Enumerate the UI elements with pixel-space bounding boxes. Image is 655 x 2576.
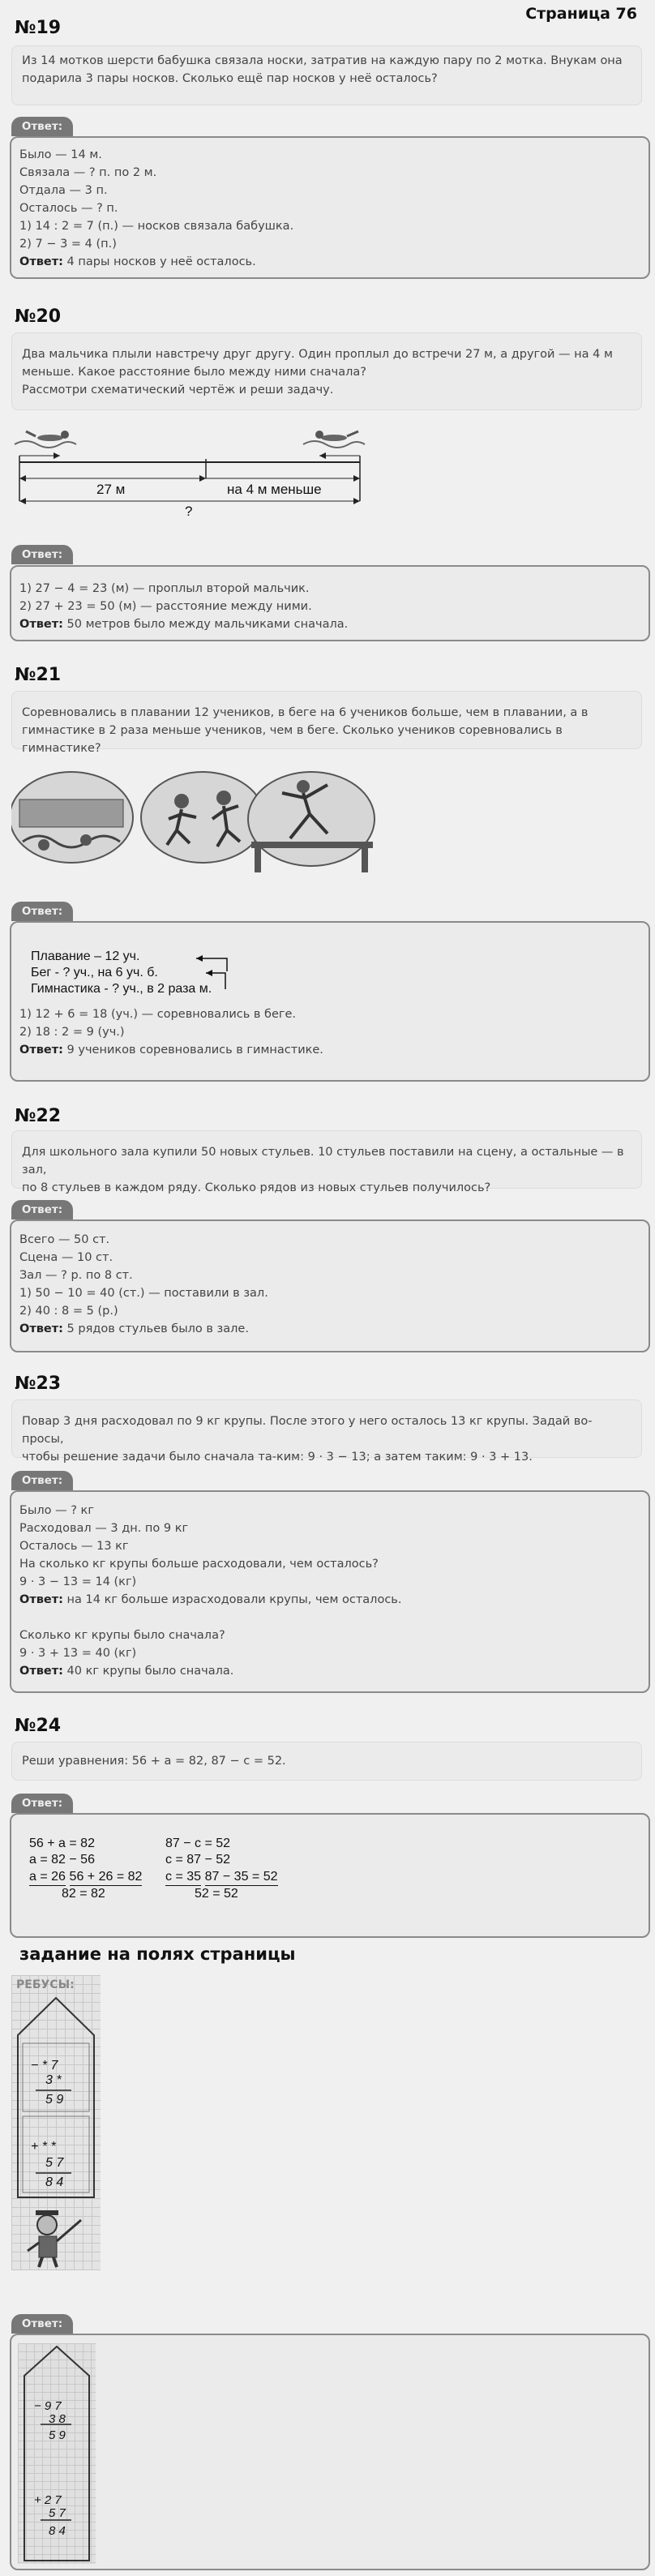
eq-line: а = 26 [29, 1869, 66, 1886]
eq-line: с = 87 − 52 [165, 1853, 231, 1867]
answer-line: Осталось — 13 кг [19, 1540, 129, 1553]
scheme-line-gym: Гимнастика - ? уч., в 2 раза м. [31, 982, 212, 996]
answer-line: 1) 12 + 6 = 18 (уч.) — соревновались в беге. [19, 1008, 297, 1021]
answer-line: Связала — ? п. по 2 м. [19, 166, 157, 179]
rebus1-top: − * 7 [31, 2059, 58, 2072]
task-19-question [11, 45, 642, 105]
answer1-mid: 3 8 [49, 2412, 66, 2426]
answer2-res: 8 4 [49, 2524, 66, 2538]
answer-final-text: на 14 кг больше израсходовали крупы, чем осталось. [62, 1593, 402, 1606]
answer-final-text: 9 учеников соревновались в гимнастике. [62, 1044, 323, 1057]
eq-line: 52 = 52 [195, 1887, 238, 1901]
rebus2-mid: 5 7 [45, 2156, 64, 2170]
scheme-arrows [19, 928, 263, 1005]
task-21-answer-tab[interactable]: Ответ: [11, 902, 73, 921]
answer-line: 9 · 3 − 13 = 14 (кг) [19, 1575, 137, 1588]
answer1-top: − 9 7 [34, 2399, 62, 2413]
rebus1-mid: 3 * [45, 2073, 62, 2087]
task-24-answer-tab[interactable]: Ответ: [11, 1794, 73, 1813]
answer-final [19, 1662, 640, 1680]
page-number: Страница 76 [525, 5, 637, 23]
task-21-answer [10, 921, 650, 1082]
answer-line: Отдала — 3 п. [19, 184, 108, 197]
rebus1-res: 5 9 [45, 2093, 64, 2107]
task-21-illustration [11, 761, 376, 882]
answer-final-label: Ответ: [19, 1322, 63, 1335]
task-23-answer [10, 1490, 650, 1693]
question-line: Рассмотри схематический чертёж и реши задачу. [22, 384, 334, 396]
rebus2-res: 8 4 [45, 2175, 64, 2189]
rebus2-top: + * * [31, 2140, 56, 2154]
task-19-answer [10, 136, 650, 279]
task-21-title: №21 [15, 665, 62, 685]
swimmer-right-icon [303, 431, 365, 448]
scheme-line-swim: Плавание – 12 уч. [31, 949, 140, 963]
task-20-title: №20 [15, 306, 62, 327]
task-21-question [11, 691, 642, 755]
task-24-question [11, 1742, 642, 1781]
answer-line: Было — ? кг [19, 1504, 94, 1517]
question-line: Реши уравнения: 56 + а = 82, 87 − с = 52. [22, 1755, 286, 1768]
answer-final-text: 40 кг крупы было сначала. [62, 1665, 234, 1678]
answer-final [19, 1591, 640, 1609]
answer-line: Расходовал — 3 дн. по 9 кг [19, 1522, 189, 1535]
answer1-res: 5 9 [49, 2428, 66, 2442]
diagram-left-label: 27 м [96, 482, 126, 497]
question-line: Для школьного зала купили 50 новых стульев. 10 стульев поставили на сцену, а остальные — в зал, [22, 1146, 624, 1177]
diagram-right-label: на 4 м меньше [227, 482, 322, 497]
question-line: чтобы решение задачи было сначала та-ким: 9 · 3 − 13; а затем таким: 9 · 3 + 13. [22, 1451, 533, 1464]
question-line: гимнастике в 2 раза меньше учеников, чем в беге. Сколько учеников соревновались в гимнастике? [22, 724, 563, 755]
answer-line: Сцена — 10 ст. [19, 1251, 113, 1264]
answer-line: 9 · 3 + 13 = 40 (кг) [19, 1647, 137, 1660]
answer-line: Сколько кг крупы было сначала? [19, 1629, 225, 1642]
answer-line: 1) 14 : 2 = 7 (п.) — носков связала бабушка. [19, 220, 294, 233]
answer-final [19, 1041, 640, 1059]
task-22-question [11, 1130, 642, 1194]
task-20-answer-tab[interactable]: Ответ: [11, 545, 73, 564]
question-line: Повар 3 дня расходовал по 9 кг крупы. После этого у него осталось 13 кг крупы. Задай во-просы, [22, 1415, 593, 1446]
task-24-title: №24 [15, 1716, 62, 1736]
answer-line: На сколько кг крупы больше расходовали, чем осталось? [19, 1558, 379, 1571]
eq-line: с = 35 [165, 1869, 201, 1886]
rebus-answer-card [18, 2343, 96, 2564]
eq-line: 56 + а = 82 [29, 1837, 95, 1850]
task-19-question-text: Из 14 мотков шерсти бабушка связала носки, затратив на каждую пару по 2 мотка. Внукам она подарила 3 пары носков. Сколько ещё пар носков у неё осталось? [22, 54, 623, 85]
task-22-answer [10, 1219, 650, 1352]
question-line: меньше. Какое расстояние было между ними сначала? [22, 366, 366, 379]
task-24-answer [10, 1813, 650, 1938]
swim-diagram [11, 420, 376, 534]
task-22-answer-tab[interactable]: Ответ: [11, 1200, 73, 1219]
answer-final-text: 50 метров было между мальчиками сначала. [62, 618, 349, 631]
question-line: по 8 стульев в каждом ряду. Сколько рядов из новых стульев получилось? [22, 1181, 491, 1194]
question-line: Соревновались в плавании 12 учеников, в беге на 6 учеников больше, чем в плавании, а в [22, 706, 589, 719]
answer-line: Всего — 50 ст. [19, 1233, 110, 1246]
answer-final [19, 253, 640, 271]
answer-line: Было — 14 м. [19, 148, 102, 161]
answer-final-label: Ответ: [19, 618, 63, 631]
answer-final-label: Ответ: [19, 255, 63, 268]
eq-line: 56 + 26 = 82 [70, 1869, 143, 1886]
task-20-question [11, 332, 642, 410]
rebus-card [11, 1975, 101, 2270]
answer-final-label: Ответ: [19, 1593, 63, 1606]
task-23-title: №23 [15, 1374, 62, 1394]
answer-final [19, 1320, 640, 1338]
answer-line: Осталось — ? п. [19, 202, 118, 215]
teacher-icon [15, 2210, 96, 2269]
answer-line: 2) 18 : 2 = 9 (уч.) [19, 1026, 125, 1039]
scheme-line-run: Бег - ? уч., на 6 уч. б. [31, 966, 158, 979]
answer-line: Зал — ? р. по 8 ст. [19, 1269, 133, 1282]
equation-left [29, 1836, 142, 1902]
margin-task-title: задание на полях страницы [19, 1944, 296, 1964]
task-20-answer [10, 565, 650, 641]
answer-line: 1) 50 − 10 = 40 (ст.) — поставили в зал. [19, 1287, 268, 1300]
swimmer-left-icon [15, 431, 76, 448]
sports-illustration [11, 761, 376, 882]
answer-line: 2) 40 : 8 = 5 (р.) [19, 1305, 118, 1318]
task-22-title: №22 [15, 1106, 62, 1126]
equation-right [165, 1836, 278, 1902]
margin-answer-tab[interactable]: Ответ: [11, 2314, 73, 2334]
task-23-question [11, 1399, 642, 1464]
task-23-answer-tab[interactable]: Ответ: [11, 1471, 73, 1490]
task-19-title: №19 [15, 18, 62, 38]
diagram-total-label: ? [185, 504, 193, 519]
eq-line: 87 − с = 52 [165, 1837, 231, 1850]
answer-final-label: Ответ: [19, 1044, 63, 1057]
answer-final-text: 5 рядов стульев было в зале. [62, 1322, 249, 1335]
question-line: Два мальчика плыли навстречу друг другу. Один проплыл до встречи 27 м, а другой — на 4 м [22, 348, 613, 361]
answer-line: 1) 27 − 4 = 23 (м) — проплыл второй мальчик. [19, 582, 310, 595]
eq-line: а = 82 − 56 [29, 1853, 95, 1867]
task-20-diagram [11, 420, 376, 534]
rebus-label: РЕБУСЫ: [16, 1978, 75, 1991]
answer-final-text: 4 пары носков у неё осталось. [62, 255, 256, 268]
answer-final-label: Ответ: [19, 1665, 63, 1678]
eq-line: 82 = 82 [62, 1887, 105, 1901]
eq-line: 87 − 35 = 52 [205, 1869, 278, 1886]
answer2-mid: 5 7 [49, 2506, 66, 2520]
answer-line: 2) 7 − 3 = 4 (п.) [19, 238, 117, 251]
scheme-block [19, 928, 640, 1005]
answer-line: 2) 27 + 23 = 50 (м) — расстояние между ними. [19, 600, 312, 613]
answer-final [19, 615, 640, 633]
task-19-answer-tab[interactable]: Ответ: [11, 117, 73, 136]
answer2-top: + 2 7 [34, 2493, 62, 2507]
margin-answer [10, 2334, 650, 2570]
